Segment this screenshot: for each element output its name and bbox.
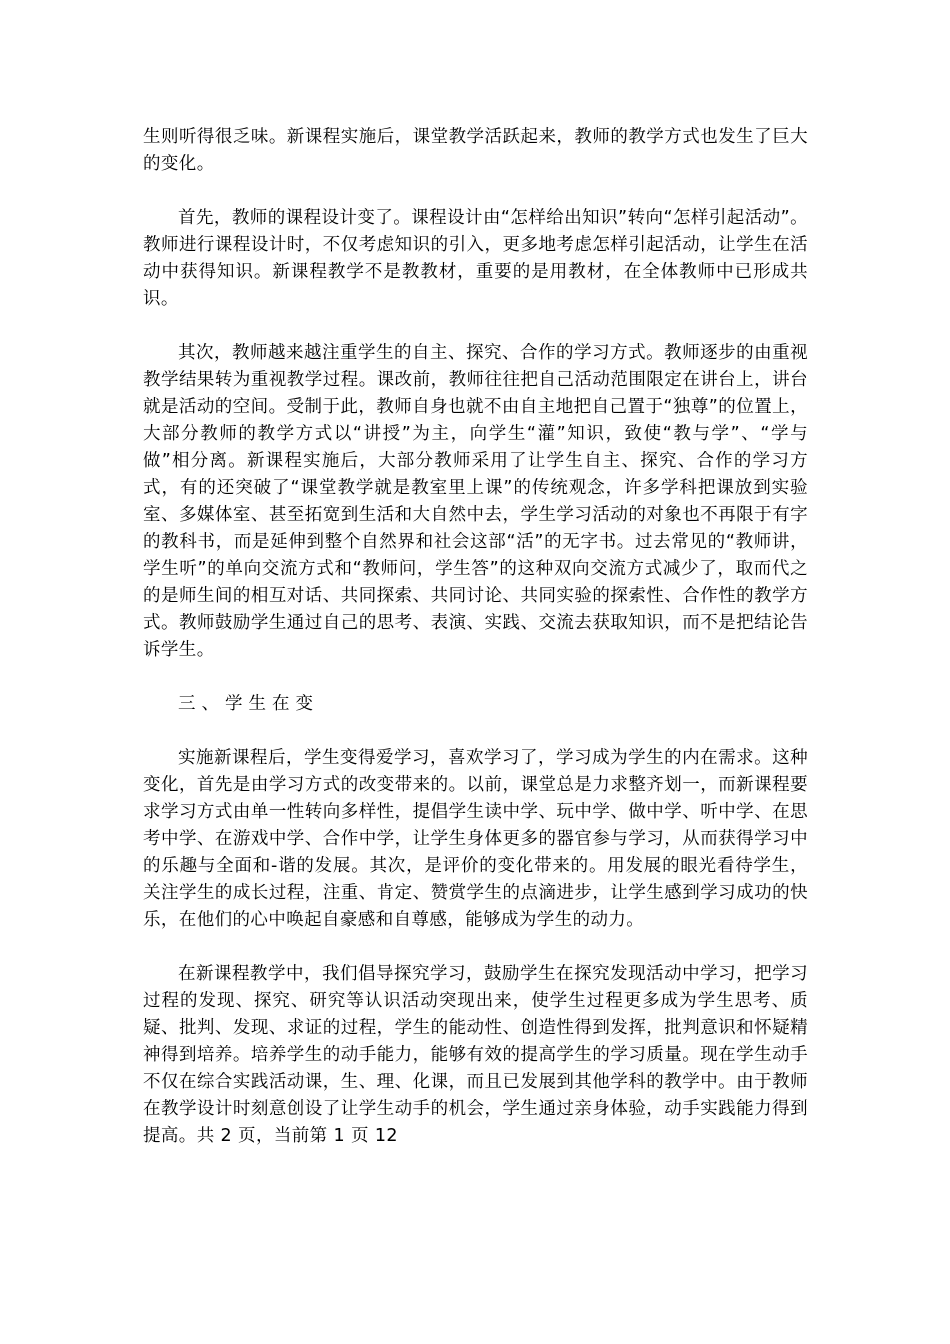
paragraph-inquiry-learning: 在新课程教学中，我们倡导探究学习，鼓励学生在探究发现活动中学习，把学习过程的发现、探究、研究等认识活动突现出来，使学生过程更多成为学生思考、质疑、批判、发现、求证的过程，学生的能动性、创造性得到发挥，批判意识和怀疑精神得到培养。培养学生的动手能力，能够有效的提高学生的学习质量。现在学生动手不仅在综合实践活动课，生、理、化课，而且已发展到其他学科的教学中。由于教师在教学设计时刻意创设了让学生动手的机会，学生通过亲身体验，动手实践能力得到提高。共 2 页，当前第 1 页 12 [143, 964, 808, 1146]
paragraph-continuation: 生则听得很乏味。新课程实施后，课堂教学活跃起来，教师的教学方式也发生了巨大的变化。 [143, 127, 808, 174]
paragraph-learning-style: 其次，教师越来越注重学生的自主、探究、合作的学习方式。教师逐步的由重视教学结果转为重视教学过程。课改前，教师往往把自己活动范围限定在讲台上，讲台就是活动的空间。受制于此，教师自身也就不由自主地把自己置于“独尊”的位置上，大部分教师的教学方式以“讲授”为主，向学生“灌”知识，致使“教与学”、“学与做”相分离。新课程实施后，大部分教师采用了让学生自主、探究、合作的学习方式，有的还突破了“课堂教学就是教室里上课”的传统观念，许多学科把课放到实验室、多媒体室、甚至拓宽到生活和大自然中去，学生学习活动的对象也不再限于有字的教科书，而是延伸到整个自然界和社会这部“活”的无字书。过去常见的“教师讲，学生听”的单向交流方式和“教师问，学生答”的这种双向交流方式减少了，取而代之的是师生间的相互对话、共同探索、共同讨论、共同实验的探索性、合作性的教学方式。教师鼓励学生通过自己的思考、表演、实践、交流去获取知识，而不是把结论告诉学生。 [143, 343, 808, 660]
section-heading: 三、学生在变 [178, 694, 319, 714]
paragraph-course-design: 首先，教师的课程设计变了。课程设计由“怎样给出知识”转向“怎样引起活动”。教师进行课程设计时，不仅考虑知识的引入，更多地考虑怎样引起活动，让学生在活动中获得知识。新课程教学不是教教材，重要的是用教材，在全体教师中已形成共识。 [143, 208, 808, 309]
document-page [143, 124, 808, 1150]
paragraph-student-change: 实施新课程后，学生变得爱学习，喜欢学习了，学习成为学生的内在需求。这种变化，首先是由学习方式的改变带来的。以前，课堂总是力求整齐划一，而新课程要求学习方式由单一性转向多样性，提倡学生读中学、玩中学、做中学、听中学、在思考中学、在游戏中学、合作中学，让学生身体更多的器官参与学习，从而获得学习中的乐趣与全面和-谐的发展。其次，是评价的变化带来的。用发展的眼光看待学生，关注学生的成长过程，注重、肯定、赞赏学生的点滴进步，让学生感到学习成功的快乐，在他们的心中唤起自豪感和自尊感，能够成为学生的动力。 [143, 748, 808, 930]
